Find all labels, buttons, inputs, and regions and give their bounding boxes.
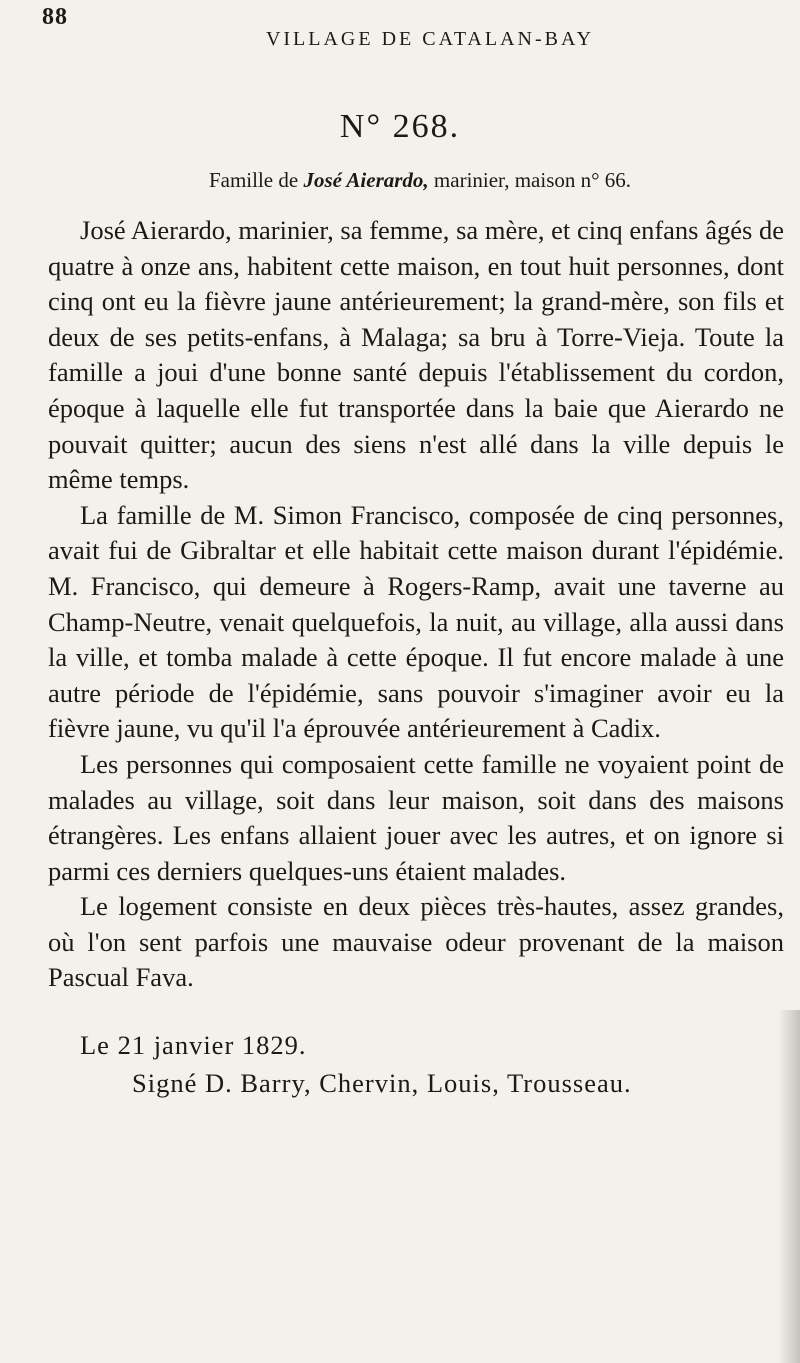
running-head: VILLAGE DE CATALAN-BAY <box>265 28 595 50</box>
paragraph: Les personnes qui composaient cette famille ne voyaient point de malades au village, soit dans leur maison, soit dans des maisons étrangères. Les enfans allaient jouer avec les autres, et on ignore si parmi ces derniers quelques-uns étaient malades. <box>48 748 784 886</box>
entry-subtitle <box>40 168 800 193</box>
signature-line: Signé D. Barry, Chervin, Louis, Trousseau. <box>132 1068 632 1098</box>
subtitle-name: José Aierardo, <box>303 168 429 192</box>
paragraph: Le logement consiste en deux pièces très-hautes, assez grandes, où l'on sent parfois une mauvaise odeur provenant de la maison Pascual Fava. <box>48 891 784 993</box>
page-number: 88 <box>42 4 68 30</box>
paragraph: José Aierardo, marinier, sa femme, sa mère, et cinq enfans âgés de quatre à onze ans, habitent cette maison, en tout huit personnes, dont cinq ont eu la fièvre jaune antérieurement; la grand-mère, son fils et deux de ses petits-enfans, à Malaga; sa bru à Torre-Vieja. Toute la famille a joui d'une bonne santé depuis l'établissement du cordon, époque à laquelle elle fut transportée dans la baie que Aierardo ne pouvait quitter; aucun des siens n'est allé dans la ville depuis le même temps. <box>48 215 784 495</box>
subtitle-suffix: marinier, maison n° 66. <box>428 168 632 192</box>
page-edge-shadow <box>778 1010 800 1363</box>
paragraph: La famille de M. Simon Francisco, composée de cinq personnes, avait fui de Gibraltar et elle habitait cette maison durant l'épidémie. M. Francisco, qui demeure à Rogers-Ramp, avait une taverne au Champ-Neutre, venait quelquefois, la nuit, au village, alla aussi dans la ville, et tomba malade à cette époque. Il fut encore malade à une autre période de l'épidémie, sans pouvoir s'imaginer avoir eu la fièvre jaune, vu qu'il l'a éprouvée antérieurement à Cadix. <box>48 499 784 744</box>
dateline: Le 21 janvier 1829. <box>80 1030 307 1060</box>
entry-number: N° 268. <box>339 108 461 145</box>
subtitle-prefix: Famille de <box>208 168 304 192</box>
body-text <box>48 213 784 996</box>
